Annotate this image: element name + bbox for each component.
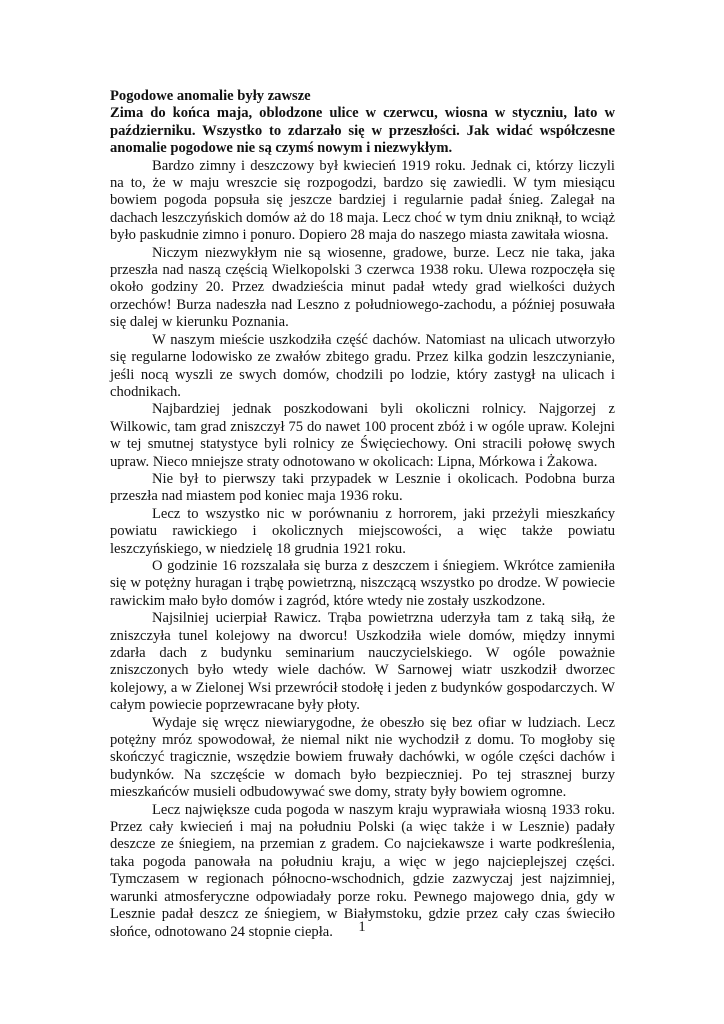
page-number: 1 (358, 919, 366, 935)
article-lead: Zima do końca maja, oblodzone ulice w czerwcu, wiosna w styczniu, lato w październiku. Wszystko to zdarzało się w przeszłości. Jak widać współczesne anomalie pogodowe nie są czymś nowym i niezwykłym. (110, 105, 615, 157)
paragraph-9: Wydaje się wręcz niewiarygodne, że obeszło się bez ofiar w ludziach. Lecz potężny mróz spowodował, że niemal nikt nie wychodził z domu. To mogłoby się skończyć tragicznie, wszędzie bowiem fruwały dachówki, w ogóle części dachów i budynków. Na szczęście w domach było bezpieczniej. Po tej strasznej burzy mieszkańców musieli odbudowywać swe domy, straty były bowiem ogromne. (110, 714, 615, 801)
document-body (110, 88, 615, 941)
paragraph-4: Najbardziej jednak poszkodowani byli okoliczni rolnicy. Najgorzej z Wilkowic, tam grad zniszczył 75 do nawet 100 procent zbóż i w ogóle upraw. Kolejni w tej smutnej statystyce byli rolnicy ze Święciechowy. Oni stracili połowę swych upraw. Nieco mniejsze straty odnotowano w okolicach: Lipna, Mórkowa i Żakowa. (110, 401, 615, 470)
paragraph-6: Lecz to wszystko nic w porównaniu z horrorem, jaki przeżyli mieszkańcy powiatu rawickiego i okolicznych miejscowości, a więc także powiatu leszczyńskiego, w niedzielę 18 grudnia 1921 roku. (110, 505, 615, 557)
paragraph-1: Bardzo zimny i deszczowy był kwiecień 1919 roku. Jednak ci, którzy liczyli na to, że w maju wreszcie się rozpogodzi, bardzo się zawiedli. W tym miesiącu bowiem pogoda popsuła się jeszcze bardziej i regularnie padał śnieg. Zalegał na dachach leszczyńskich domów aż do 18 maja. Lecz choć w tym dniu zniknął, to wciąż było paskudnie zimno i ponuro. Dopiero 28 maja do naszego miasta zawitała wiosna. (110, 157, 615, 244)
paragraph-2: Niczym niezwykłym nie są wiosenne, gradowe, burze. Lecz nie taka, jaka przeszła nad naszą częścią Wielkopolski 3 czerwca 1938 roku. Ulewa rozpoczęła się około godziny 20. Przez dwadzieścia minut padał wtedy grad wielkości dużych orzechów! Burza nadeszła nad Leszno z południowego-zachodu, a później posuwała się dalej w kierunku Poznania. (110, 244, 615, 331)
paragraph-5: Nie był to pierwszy taki przypadek w Lesznie i okolicach. Podobna burza przeszła nad miastem pod koniec maja 1936 roku. (110, 470, 615, 505)
paragraph-8: Najsilniej ucierpiał Rawicz. Trąba powietrzna uderzyła tam z taką siłą, że zniszczyła tunel kolejowy na dworcu! Uszkodziła wiele domów, między innymi zdarła dach z budynku seminarium nauczycielskiego. W ogóle poważnie zniszczonych było wtedy wiele dachów. W Sarnowej wiatr uszkodził dworzec kolejowy, a w Zielonej Wsi przewrócił stodołę i jeden z budynków gospodarczych. W całym powiecie poprzewracane były płoty. (110, 610, 615, 714)
article-title: Pogodowe anomalie były zawsze (110, 88, 311, 104)
paragraph-3: W naszym mieście uszkodziła część dachów. Natomiast na ulicach utworzyło się regularne lodowisko ze zwałów zbitego gradu. Przez kilka godzin leszczynianie, jeśli nocą wyszli ze swych domów, chodzili po lodzie, który zastygł na ulicach i chodnikach. (110, 331, 615, 400)
paragraph-7: O godzinie 16 rozszalała się burza z deszczem i śniegiem. Wkrótce zamieniła się w potężny huragan i trąbę powietrzną, niszczącą wszystko po drodze. W powiecie rawickim mało było domów i zagród, które wtedy nie zostały uszkodzone. (110, 557, 615, 609)
paragraph-10: Lecz największe cuda pogoda w naszym kraju wyprawiała wiosną 1933 roku. Przez cały kwiecień i maj na południu Polski (a więc także i w Lesznie) padały deszcze ze śniegiem, na przemian z gradem. Co najciekawsze i warte podkreślenia, taka pogoda panowała na południu kraju, a więc w jego najcieplejszej części. Tymczasem w regionach północno-wschodnich, gdzie zazwyczaj jest najzimniej, warunki atmosferyczne odpowiadały porze roku. Pewnego majowego dnia, gdy w Lesznie padał deszcz ze śniegiem, w Białymstoku, gdzie przez cały czas świeciło słońce, odnotowano 24 stopnie ciepła. (110, 801, 615, 940)
